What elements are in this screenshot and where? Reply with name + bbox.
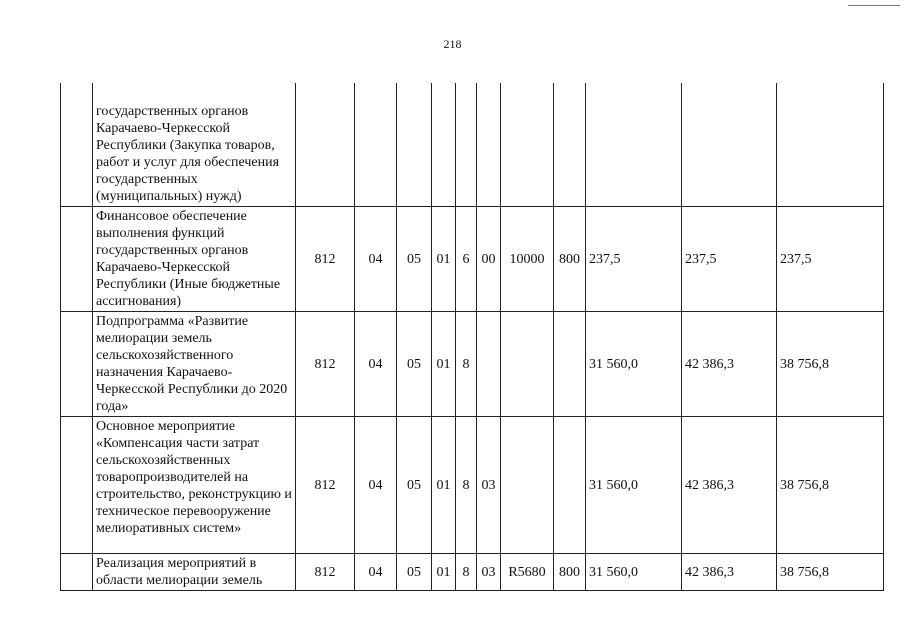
section-code-cell: 04 — [355, 312, 397, 417]
ministry-code-cell: 812 — [296, 554, 355, 591]
subprogram-code-cell — [456, 83, 477, 207]
subprogram-code-cell: 8 — [456, 417, 477, 554]
row-number-cell — [61, 312, 93, 417]
amount-year1-cell: 237,5 — [586, 207, 682, 312]
table-row — [61, 207, 884, 312]
event-code-cell: 03 — [477, 554, 501, 591]
event-code-cell — [477, 312, 501, 417]
row-name-cell: государственных органов Карачаево-Черкесской Республики (Закупка товаров, работ и услуг для обеспечения государственных (муниципальных) нужд) — [93, 83, 296, 207]
amount-year2-cell: 42 386,3 — [682, 554, 777, 591]
ministry-code-cell: 812 — [296, 312, 355, 417]
row-number-cell — [61, 554, 93, 591]
row-name-cell: Реализация мероприятий в области мелиорации земель — [93, 554, 296, 591]
direction-code-cell: R5680 — [501, 554, 554, 591]
event-code-cell: 03 — [477, 417, 501, 554]
subsection-code-cell: 05 — [397, 417, 432, 554]
section-code-cell — [355, 83, 397, 207]
budget-table — [60, 83, 884, 591]
amount-year1-cell — [586, 83, 682, 207]
direction-code-cell — [501, 312, 554, 417]
amount-year2-cell: 42 386,3 — [682, 417, 777, 554]
expense-type-code-cell — [554, 83, 586, 207]
amount-year3-cell — [777, 83, 884, 207]
event-code-cell: 00 — [477, 207, 501, 312]
amount-year2-cell: 237,5 — [682, 207, 777, 312]
ministry-code-cell: 812 — [296, 417, 355, 554]
page-number: 218 — [443, 37, 462, 51]
row-name-cell: Финансовое обеспечение выполнения функций государственных органов Карачаево-Черкесской Республики (Иные бюджетные ассигнования) — [93, 207, 296, 312]
expense-type-code-cell — [554, 312, 586, 417]
row-number-cell — [61, 83, 93, 207]
amount-year1-cell: 31 560,0 — [586, 312, 682, 417]
subsection-code-cell: 05 — [397, 312, 432, 417]
program-code-cell: 01 — [432, 207, 456, 312]
program-code-cell — [432, 83, 456, 207]
table-row — [61, 83, 884, 207]
table-row — [61, 312, 884, 417]
ministry-code-cell — [296, 83, 355, 207]
program-code-cell: 01 — [432, 417, 456, 554]
program-code-cell: 01 — [432, 554, 456, 591]
program-code-cell: 01 — [432, 312, 456, 417]
amount-year3-cell: 38 756,8 — [777, 554, 884, 591]
amount-year1-cell: 31 560,0 — [586, 554, 682, 591]
direction-code-cell — [501, 417, 554, 554]
direction-code-cell — [501, 83, 554, 207]
amount-year3-cell: 38 756,8 — [777, 312, 884, 417]
subsection-code-cell — [397, 83, 432, 207]
subsection-code-cell: 05 — [397, 207, 432, 312]
amount-year3-cell: 237,5 — [777, 207, 884, 312]
row-name-cell: Основное мероприятие «Компенсация части затрат сельскохозяйственных товаропроизводителей на строительство, реконструкцию и техническое перевооружение мелиоративных систем» — [93, 417, 296, 554]
subprogram-code-cell: 8 — [456, 554, 477, 591]
top-edge-rule — [848, 5, 900, 6]
subprogram-code-cell: 6 — [456, 207, 477, 312]
row-number-cell — [61, 417, 93, 554]
row-name-cell: Подпрограмма «Развитие мелиорации земель сельскохозяйственного назначения Карачаево-Черкесской Республики до 2020 года» — [93, 312, 296, 417]
direction-code-cell: 10000 — [501, 207, 554, 312]
expense-type-code-cell — [554, 417, 586, 554]
section-code-cell: 04 — [355, 417, 397, 554]
table-row — [61, 417, 884, 554]
event-code-cell — [477, 83, 501, 207]
subprogram-code-cell: 8 — [456, 312, 477, 417]
row-number-cell — [61, 207, 93, 312]
subsection-code-cell: 05 — [397, 554, 432, 591]
section-code-cell: 04 — [355, 554, 397, 591]
section-code-cell: 04 — [355, 207, 397, 312]
amount-year2-cell — [682, 83, 777, 207]
amount-year2-cell: 42 386,3 — [682, 312, 777, 417]
table-row — [61, 554, 884, 591]
amount-year1-cell: 31 560,0 — [586, 417, 682, 554]
ministry-code-cell: 812 — [296, 207, 355, 312]
expense-type-code-cell: 800 — [554, 207, 586, 312]
amount-year3-cell: 38 756,8 — [777, 417, 884, 554]
expense-type-code-cell: 800 — [554, 554, 586, 591]
